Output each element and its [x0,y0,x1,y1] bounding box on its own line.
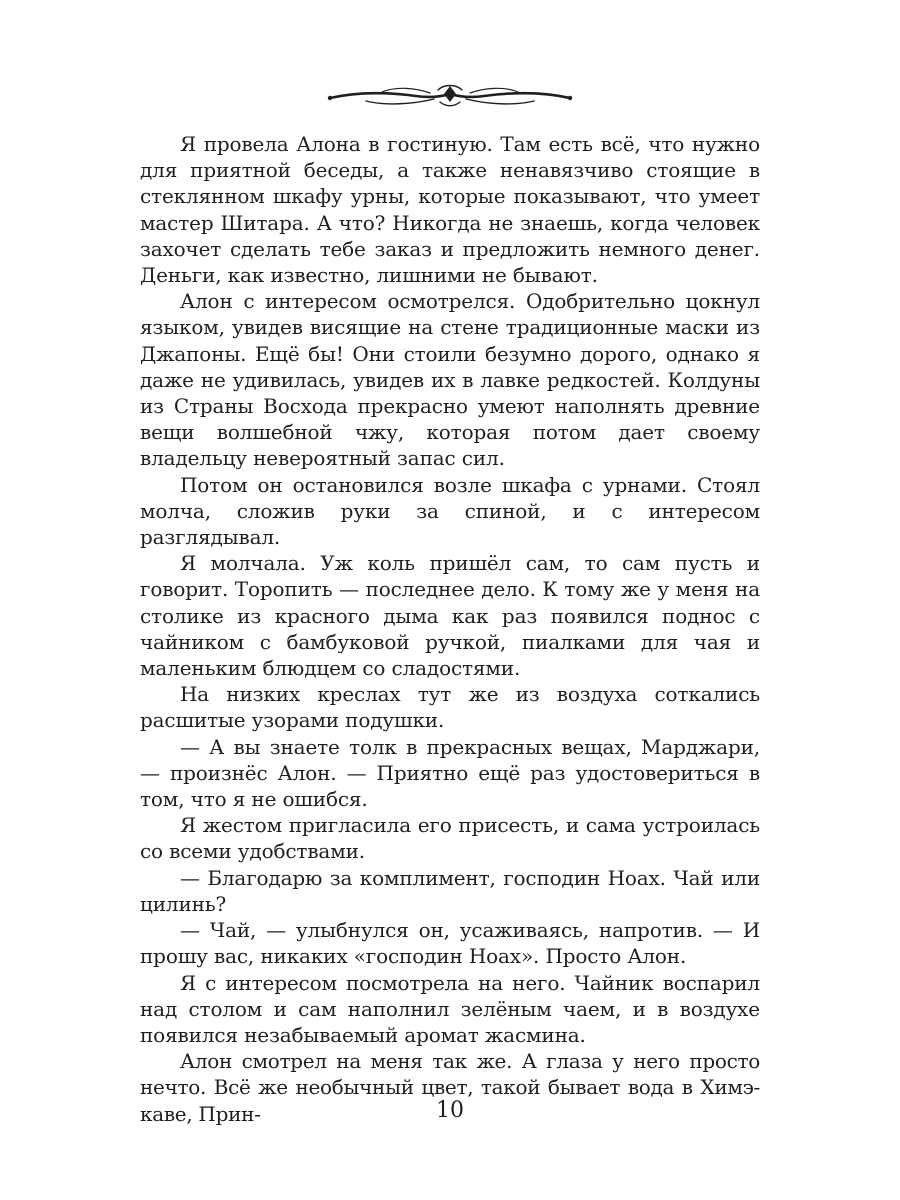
flourish-ornament [326,82,574,110]
paragraph: Я жестом пригласила его присесть, и сама устроилась со всеми удобствами. [140,813,760,864]
page-number: 10 [436,1098,464,1123]
paragraph: Я с интересом посмотрела на него. Чайник воспарил над столом и сам наполнил зелёным чаем, и в воздухе появился незабываемый аромат жасмина. [140,970,760,1047]
paragraph: На низких креслах тут же из воздуха соткались расшитые узорами подушки. [140,682,760,733]
paragraph: Алон смотрел на меня так же. А глаза у него просто нечто. Всё же необычный цвет, такой бывает вода в Химэ-каве, Прин- [140,1049,760,1126]
paragraph: Я молчала. Уж коль пришёл сам, то сам пусть и говорит. Торопить — последнее дело. К тому же у меня на столике из красного дыма как раз появился поднос с чайником с бамбуковой ручкой, пиалками для чая и маленьким блюдцем со сладостями. [140,551,760,681]
paragraph: — А вы знаете толк в прекрасных вещах, Марджари, — произнёс Алон. — Приятно ещё раз удостовериться в том, что я не ошибся. [140,734,760,812]
paragraph: Я провела Алона в гостиную. Там есть всё, что нужно для приятной беседы, а также ненавязчиво стоящие в стеклянном шкафу урны, которые показывают, что умеет мастер Шитара. А что? Никогда не знаешь, когда человек захочет сделать тебе заказ и предложить немного денег. Деньги, как известно, лишними не бывают. [140,132,760,288]
paragraph: — Благодарю за комплимент, господин Ноах. Чай или цилинь? [140,865,760,916]
paragraph: Потом он остановился возле шкафа с урнами. Стоял молча, сложив руки за спиной, и с интересом разглядывал. [140,472,760,550]
body-text [140,131,760,1127]
paragraph: Алон с интересом осмотрелся. Одобрительно цокнул языком, увидев висящие на стене традиционные маски из Джапоны. Ещё бы! Они стоили безумно дорого, однако я даже не удивилась, увидев их в лавке редкостей. Колдуны из Страны Восхода прекрасно умеют наполнять древние вещи волшебной чжу, которая потом дает своему владельцу невероятный запас сил. [140,289,760,471]
paragraph: — Чай, — улыбнулся он, усаживаясь, напротив. — И прошу вас, никаких «господин Ноах». Просто Алон. [140,918,760,969]
